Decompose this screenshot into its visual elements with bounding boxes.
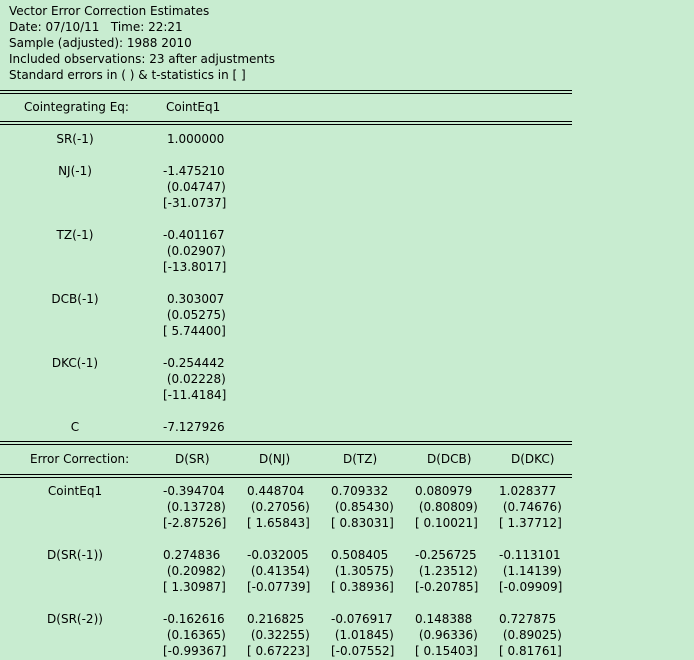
ec-stderr: (0.16365)	[163, 628, 226, 642]
coint-row-label: NJ(-1)	[58, 164, 92, 178]
rule	[0, 474, 572, 475]
coint-value: 1.000000	[167, 132, 225, 146]
ec-tstat: [ 0.38936]	[331, 580, 394, 594]
ec-stderr: (0.89025)	[499, 628, 562, 642]
ec-coefficient: 0.216825	[247, 612, 305, 626]
ec-stderr: (0.27056)	[247, 500, 310, 514]
ec-column-head: D(TZ)	[343, 452, 378, 466]
ec-stderr: (1.23512)	[415, 564, 478, 578]
ec-tstat: [ 0.67223]	[247, 644, 310, 658]
ec-stderr: (0.74676)	[499, 500, 562, 514]
ec-stderr: (1.30575)	[331, 564, 394, 578]
ec-tstat: [ 0.15403]	[415, 644, 478, 658]
coint-value: 0.303007	[167, 292, 225, 306]
header-observations: Included observations: 23 after adjustments	[9, 52, 275, 66]
ec-stderr: (0.20982)	[163, 564, 226, 578]
ec-tstat: [ 1.30987]	[163, 580, 226, 594]
ec-coefficient: -0.076917	[331, 612, 393, 626]
coint-tstat: [ 5.74400]	[163, 324, 226, 338]
coint-tstat: [-31.0737]	[163, 196, 227, 210]
ec-stderr: (1.01845)	[331, 628, 394, 642]
ec-coefficient: 0.709332	[331, 484, 389, 498]
ec-stderr: (0.32255)	[247, 628, 310, 642]
ec-coefficient: -0.162616	[163, 612, 225, 626]
coint-row-label: DCB(-1)	[51, 292, 99, 306]
ec-column-head: D(SR)	[175, 452, 210, 466]
header-errors-note: Standard errors in ( ) & t-statistics in [ ]	[9, 68, 246, 82]
ec-coefficient: 0.727875	[499, 612, 557, 626]
ec-stderr: (1.14139)	[499, 564, 562, 578]
coint-value: -7.127926	[163, 420, 225, 434]
ec-coefficient: 0.448704	[247, 484, 305, 498]
header-sample: Sample (adjusted): 1988 2010	[9, 36, 192, 50]
ec-tstat: [ 0.83031]	[331, 516, 394, 530]
rule	[0, 90, 572, 91]
coint-row-label: C	[70, 420, 80, 434]
ec-row-label: D(SR(-1))	[47, 548, 103, 562]
ec-tstat: [-0.09909]	[499, 580, 563, 594]
ec-coefficient: -0.256725	[415, 548, 477, 562]
ec-coefficient: 0.508405	[331, 548, 389, 562]
coint-stderr: (0.02228)	[163, 372, 226, 386]
ec-tstat: [-0.07552]	[331, 644, 395, 658]
ec-tstat: [-0.20785]	[415, 580, 479, 594]
estimation-header	[9, 3, 275, 83]
coint-stderr: (0.04747)	[163, 180, 226, 194]
coint-stderr: (0.02907)	[163, 244, 226, 258]
coint-value: -0.254442	[163, 356, 225, 370]
ec-tstat: [ 1.65843]	[247, 516, 310, 530]
ec-coefficient: 1.028377	[499, 484, 557, 498]
coint-column-label: Cointegrating Eq:	[24, 100, 129, 114]
ec-stderr: (0.41354)	[247, 564, 310, 578]
ec-column-head: D(NJ)	[259, 452, 291, 466]
coint-row-label: DKC(-1)	[51, 356, 99, 370]
ec-column-label: Error Correction:	[30, 452, 130, 466]
rule	[0, 477, 572, 478]
ec-coefficient: -0.032005	[247, 548, 309, 562]
ec-row-label: D(SR(-2))	[47, 612, 103, 626]
coint-tstat: [-13.8017]	[163, 260, 227, 274]
rule	[0, 124, 572, 125]
ec-column-head: D(DCB)	[427, 452, 472, 466]
ec-row-label: CointEq1	[47, 484, 103, 498]
rule	[0, 441, 572, 442]
ec-coefficient: -0.113101	[499, 548, 561, 562]
ec-coefficient: 0.148388	[415, 612, 473, 626]
coint-column-head: CointEq1	[166, 100, 221, 114]
ec-tstat: [-0.99367]	[163, 644, 227, 658]
ec-stderr: (0.85430)	[331, 500, 394, 514]
coint-row-label: TZ(-1)	[56, 228, 94, 242]
ec-coefficient: 0.274836	[163, 548, 221, 562]
ec-tstat: [-0.07739]	[247, 580, 311, 594]
header-title: Vector Error Correction Estimates	[9, 4, 210, 18]
header-date: Date: 07/10/11 Time: 22:21	[9, 20, 183, 34]
ec-stderr: (0.80809)	[415, 500, 478, 514]
rule	[0, 93, 572, 94]
ec-tstat: [ 0.81761]	[499, 644, 562, 658]
coint-value: -1.475210	[163, 164, 225, 178]
ec-column-head: D(DKC)	[511, 452, 555, 466]
ec-coefficient: 0.080979	[415, 484, 473, 498]
coint-stderr: (0.05275)	[163, 308, 226, 322]
ec-tstat: [ 1.37712]	[499, 516, 562, 530]
coint-row-label: SR(-1)	[56, 132, 94, 146]
ec-tstat: [-2.87526]	[163, 516, 227, 530]
ec-coefficient: -0.394704	[163, 484, 225, 498]
ec-stderr: (0.13728)	[163, 500, 226, 514]
rule	[0, 121, 572, 122]
ec-stderr: (0.96336)	[415, 628, 478, 642]
coint-tstat: [-11.4184]	[163, 388, 227, 402]
coint-value: -0.401167	[163, 228, 225, 242]
rule	[0, 444, 572, 445]
ec-tstat: [ 0.10021]	[415, 516, 478, 530]
